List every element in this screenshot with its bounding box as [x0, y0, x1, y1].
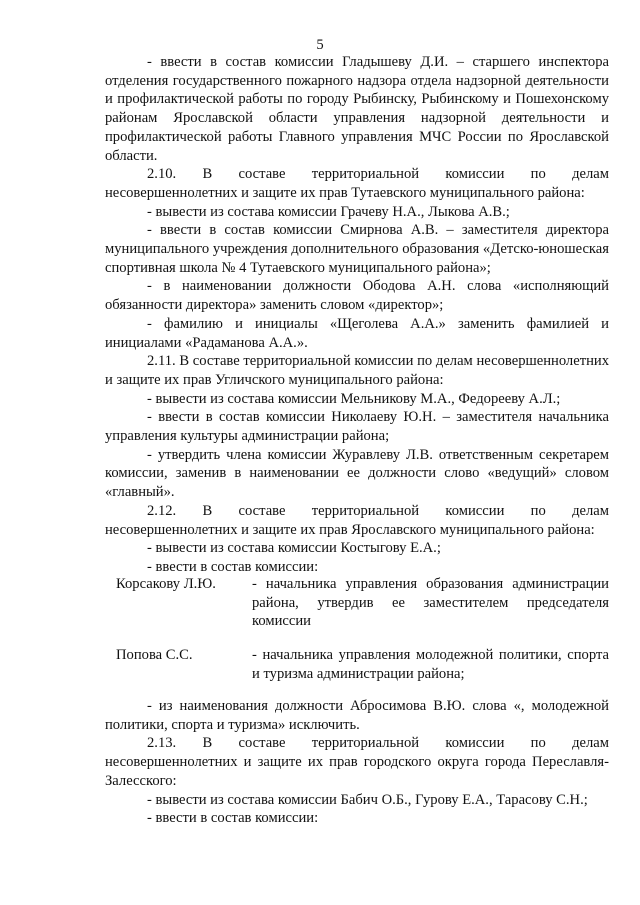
member-name: Корсакову Л.Ю.: [116, 576, 216, 592]
member-name: Попова С.С.: [116, 647, 193, 663]
paragraph: - ввести в состав комиссии Николаеву Ю.Н. – заместителя начальника управления культуры администрации района;: [105, 409, 609, 445]
paragraph: - в наименовании должности Ободова А.Н. слова «исполняющий обязанности директора» заменить словом «директор»;: [105, 278, 609, 314]
paragraph: - фамилию и инициалы «Щеголева А.А.» заменить фамилией и инициалами «Радаманова А.А.».: [105, 315, 609, 351]
section-heading-2-13: 2.13. В составе территориальной комиссии по делам несовершеннолетних и защите их прав городского округа города Переславля-Залесского:: [105, 735, 609, 789]
paragraph: - вывести из состава комиссии Костыгову Е.А.;: [147, 540, 441, 557]
paragraph: - ввести в состав комиссии Гладышеву Д.И. – старшего инспектора отделения государственного пожарного надзора отдела надзорной деятельности и профилактической работы по городу Рыбинску, Рыбинскому и Пошехонскому районам Ярославской области управления надзорной деятельности и профилактической работы Главного управления МЧС России по Ярославской области.: [105, 54, 609, 164]
amendments-top: [105, 53, 609, 577]
paragraph: - ввести в состав комиссии:: [147, 558, 319, 575]
paragraph: - утвердить члена комиссии Журавлеву Л.В. ответственным секретарем комиссии, заменив в наименовании ее должности слово «ведущий» словом «главный».: [105, 446, 609, 501]
paragraph: - вывести из состава комиссии Мельникову М.А., Федорееву А.Л.;: [147, 390, 561, 407]
section-heading-2-12: 2.12. В составе территориальной комиссии по делам несовершеннолетних и защите их прав Ярославского муниципального района:: [105, 502, 609, 538]
section-heading-2-10: 2.10. В составе территориальной комиссии по делам несовершеннолетних и защите их прав Тутаевского муниципального района:: [105, 166, 609, 201]
paragraph: - ввести в состав комиссии Смирнова А.В. – заместителя директора муниципального учреждения дополнительного образования «Детско-юношеская спортивная школа № 4 Тутаевского муниципального района»;: [105, 222, 609, 276]
member-description: - начальника управления молодежной политики, спорта и туризма администрации района;: [252, 647, 609, 682]
amendments-bottom: [105, 697, 609, 828]
paragraph: - ввести в состав комиссии:: [147, 810, 319, 827]
paragraph: - из наименования должности Абросимова В.Ю. слова «, молодежной политики, спорта и туризма» исключить.: [105, 698, 609, 733]
paragraph: - вывести из состава комиссии Бабич О.Б., Гурову Е.А., Тарасову С.Н.;: [147, 791, 588, 808]
paragraph: - вывести из состава комиссии Грачеву Н.А., Лыкова А.В.;: [147, 203, 510, 220]
section-heading-2-11: 2.11. В составе территориальной комиссии по делам несовершеннолетних и защите их прав Угличского муниципального района:: [105, 353, 609, 388]
member-description: - начальника управления образования администрации района, утвердив ее заместителем председателя комиссии: [252, 576, 609, 630]
page-number: 5: [316, 37, 324, 53]
